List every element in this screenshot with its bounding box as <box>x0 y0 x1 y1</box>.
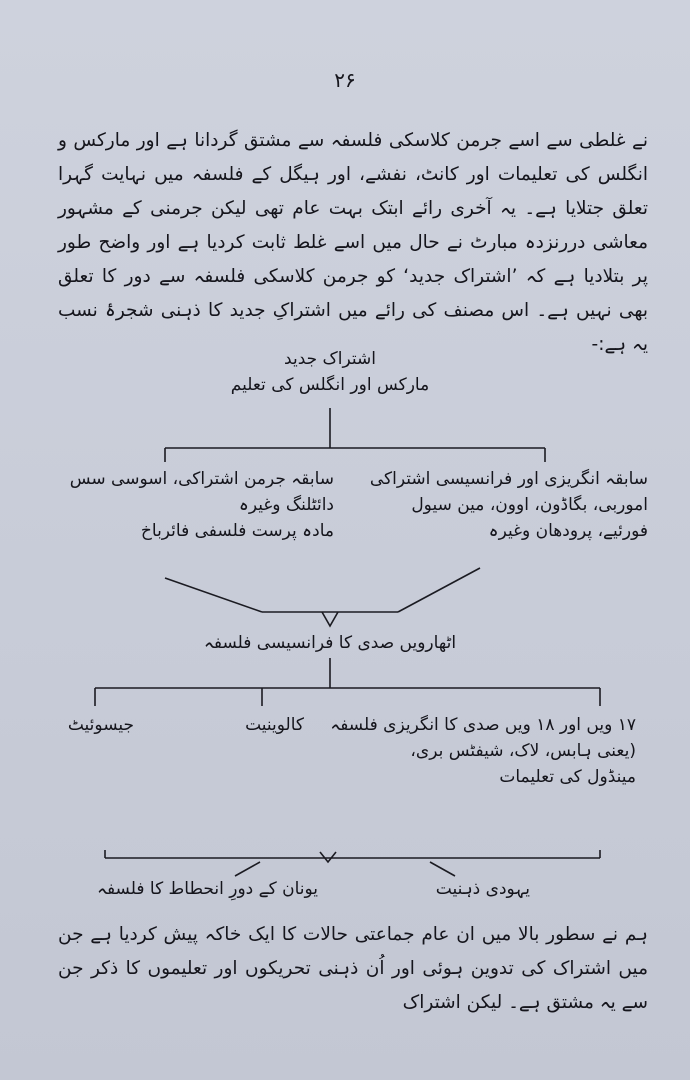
tree-root <box>230 346 430 398</box>
tree-node-calvinism: کالوینیت <box>245 715 304 735</box>
tree-node-english-philosophy: ۱۷ ویں اور ۱۸ ویں صدی کا انگریزی فلسفہ (یعنی ہابس، لاک، شیفٹس بری، مینڈول کی تعلیمات <box>330 715 636 787</box>
paragraph-intro: نے غلطی سے اسے جرمن کلاسکی فلسفہ سے مشتق گردانا ہے اور مارکس و انگلس کی تعلیمات اور کانٹ، نفشے، اور ہیگل کے فلسفہ میں نہایت گہرا تعلق جتلایا ہے۔ یہ آخری رائے ابتک بہت عام تھی لیکن جرمنی کے مشہور معاشی دررنزدہ مبارٹ نے حال میں اسے غلط ثابت کردیا ہے اور واضح طور پر بتلادیا ہے کہ ’اشتراک جدید‘ کو جرمن کلاسکی فلسفہ سے دور کا تعلق بھی نہیں ہے۔ اس مصنف کی رائے میں اشتراکِ جدید کا ذہنی شجرۂ نسب یہ ہے:- <box>58 130 648 355</box>
connector-merge-arrow <box>322 612 338 626</box>
tree-root-subtitle: مارکس اور انگلس کی تعلیم <box>230 375 430 395</box>
tree-node-german-socialists: سابقہ جرمن اشتراکی، اسوسی سس دائٹلنگ وغیرہ مادہ پرست فلسفی فائرباخ <box>69 469 334 541</box>
tree-node-english-french-socialists: سابقہ انگریزی اور فرانسیسی اشتراکی اموربی، بگاڈون، اوون، مین سیول فورئیے، پرودھان وغیرہ <box>369 469 648 541</box>
tree-node-jewish-mentality: یہودی ذہنیت <box>435 879 530 899</box>
paragraph-closing: ہم نے سطور بالا میں ان عام جماعتی حالات کا ایک خاکہ پیش کردیا ہے جن میں اشتراک کی تدوین ہوئی اور اُن ذہنی تحریکوں اور تعلیموں کا ذکر جن سے یہ مشتق ہے۔ لیکن اشتراک <box>58 924 648 1013</box>
connector-bracket-4-right-branch <box>430 862 455 876</box>
tree-node-greek-decadence-philosophy: یونان کے دورِ انحطاط کا فلسفہ <box>97 879 318 899</box>
page-number: ۲۶ <box>334 68 356 92</box>
tree-node-jesuits: جیسوئیٹ <box>67 715 134 735</box>
tree-root-title: اشتراک جدید <box>284 349 376 369</box>
connector-bracket-4-mid-arrow <box>320 852 336 862</box>
connector-right-branch-down <box>398 568 480 612</box>
connector-left-branch-down <box>165 578 262 612</box>
tree-node-french-philosophy: اٹھارویں صدی کا فرانسیسی فلسفہ <box>203 633 457 653</box>
connector-bracket-4-left-branch <box>235 862 260 876</box>
